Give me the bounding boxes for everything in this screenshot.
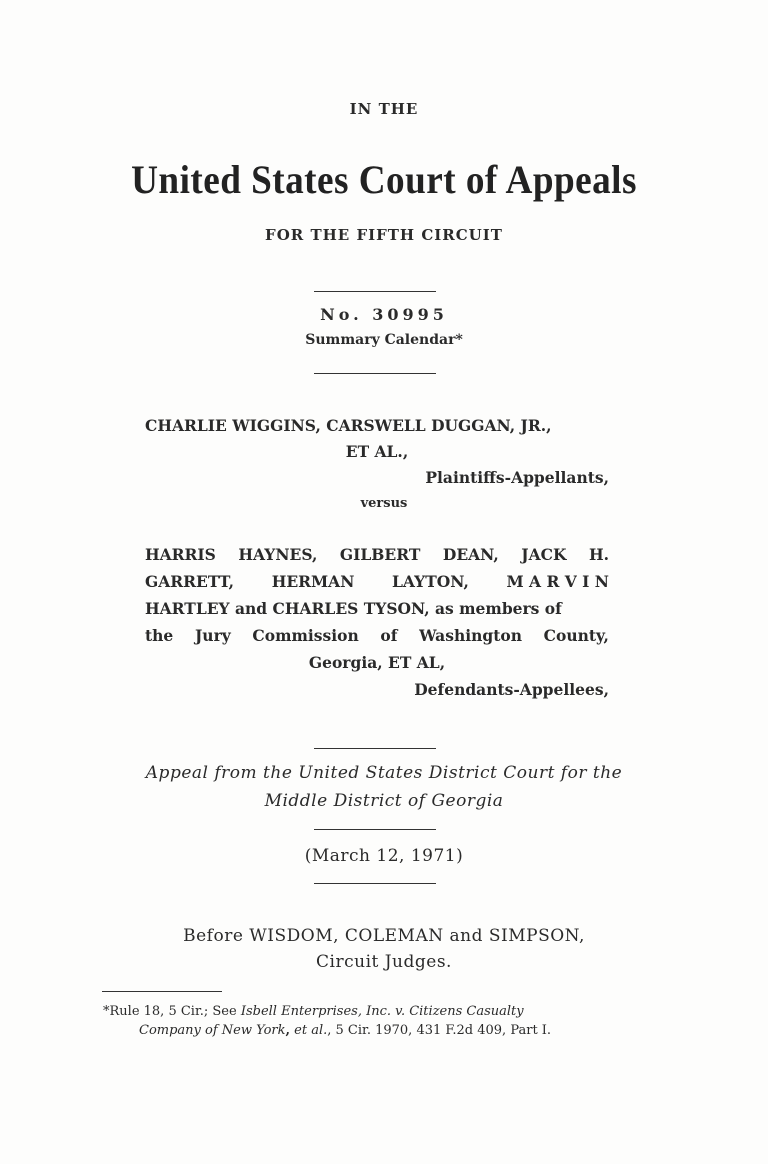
defendants-line3 — [145, 595, 609, 622]
defendants-block — [145, 541, 609, 703]
word: Washington — [419, 626, 522, 645]
header-prefix: IN THE — [349, 100, 419, 118]
panel-line2: Circuit Judges. — [316, 952, 452, 972]
word: GARRETT, — [145, 572, 235, 591]
word: M A R V I N — [506, 572, 609, 591]
divider-rule — [314, 373, 436, 374]
divider-rule — [314, 829, 436, 830]
footnote-et-al: et al. — [290, 1023, 328, 1038]
plaintiffs-names-line1: CHARLIE WIGGINS, CARSWELL DUGGAN, JR., — [145, 416, 552, 435]
divider-rule — [314, 748, 436, 749]
line-text: HARTLEY and CHARLES TYSON, as members of — [145, 599, 562, 618]
word: County, — [543, 626, 609, 645]
defendants-line5: Georgia, ET AL, — [308, 653, 446, 672]
appeal-line1: Appeal from the United States District Court for the — [145, 763, 623, 783]
appeal-line2: Middle District of Georgia — [264, 791, 504, 811]
footnote-line1 — [103, 1004, 653, 1019]
word: HARRIS — [145, 545, 216, 564]
footnote-comma: , — [285, 1023, 291, 1038]
footnote-case-name-cont: Company of New York — [139, 1023, 286, 1038]
plaintiffs-role: Plaintiffs-Appellants, — [425, 468, 609, 487]
word: GILBERT — [339, 545, 421, 564]
footnote-prefix: *Rule 18, 5 Cir.; See — [103, 1004, 241, 1019]
versus-label: versus — [360, 496, 408, 511]
defendants-line2 — [145, 568, 609, 595]
defendants-line4 — [145, 622, 609, 649]
circuit-name: FOR THE FIFTH CIRCUIT — [265, 226, 503, 244]
court-title: United States Court of Appeals — [131, 157, 637, 202]
divider-rule — [314, 883, 436, 884]
word: Jury — [194, 626, 231, 645]
panel-line1: Before WISDOM, COLEMAN and SIMPSON, — [183, 926, 585, 946]
defendants-line1 — [145, 541, 609, 568]
word: JACK — [521, 545, 567, 564]
docket-number: No. 30995 — [320, 305, 448, 324]
footnote — [103, 1004, 653, 1038]
defendants-role: Defendants-Appellees, — [414, 680, 609, 699]
word: Commission — [252, 626, 359, 645]
word: HERMAN — [271, 572, 355, 591]
footnote-case-name: Isbell Enterprises, Inc. v. Citizens Casualty — [240, 1004, 524, 1019]
word: HAYNES, — [238, 545, 318, 564]
word: LAYTON, — [392, 572, 469, 591]
footnote-citation: , 5 Cir. 1970, 431 F.2d 409, Part I. — [327, 1023, 552, 1038]
decision-date: (March 12, 1971) — [304, 846, 464, 866]
plaintiffs-names-line2: ET AL., — [345, 442, 409, 461]
footnote-line2 — [103, 1023, 653, 1038]
word: of — [380, 626, 398, 645]
word: H. — [588, 545, 609, 564]
word: DEAN, — [442, 545, 499, 564]
plaintiffs-block — [145, 412, 609, 491]
divider-rule — [314, 291, 436, 292]
word: the — [145, 626, 174, 645]
footnote-rule — [102, 991, 222, 992]
summary-calendar: Summary Calendar* — [305, 332, 463, 348]
